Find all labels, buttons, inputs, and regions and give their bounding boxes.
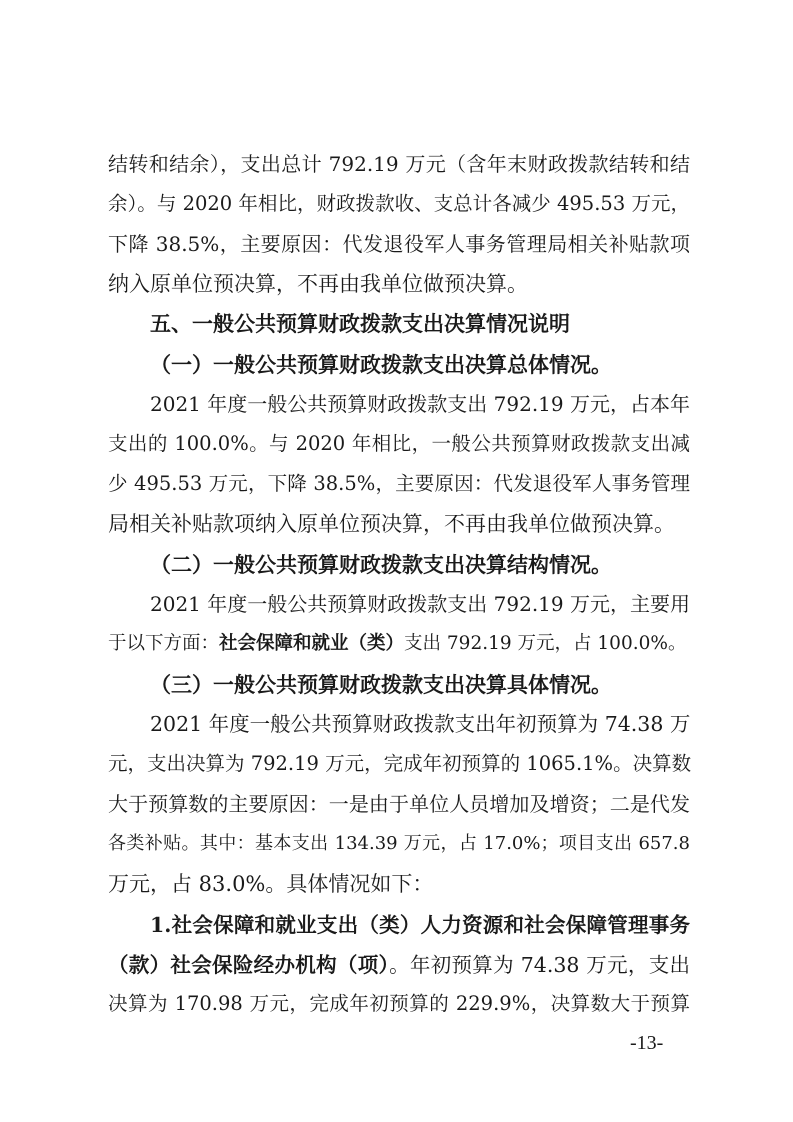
paragraph-line: 少 495.53 万元，下降 38.5%，主要原因：代发退役军人事务管理 xyxy=(108,472,690,495)
paragraph-line: 2021 年度一般公共预算财政拨款支出 792.19 万元，主要用 xyxy=(150,592,690,616)
text-segment: 。年初预算为 74.38 万元，支出 xyxy=(389,953,690,977)
paragraph-line: 决算为 170.98 万元，完成年初预算的 229.9%，决算数大于预算 xyxy=(108,992,690,1015)
subsection-heading: （一）一般公共预算财政拨款支出决算总体情况。 xyxy=(150,352,612,377)
section-heading: 五、一般公共预算财政拨款支出决算情况说明 xyxy=(150,312,570,336)
text-segment: 于以下方面： xyxy=(108,633,220,654)
bold-item-title: （款）社会保险经办机构（项） xyxy=(108,953,390,977)
paragraph-line: 各类补贴。其中：基本支出 134.39 万元，占 17.0%；项目支出 657.8 xyxy=(108,833,690,854)
paragraph-line: 余）。与 2020 年相比，财政拨款收、支总计各减少 495.53 万元， xyxy=(108,192,690,215)
subsection-heading: （二）一般公共预算财政拨款支出决算结构情况。 xyxy=(150,552,612,577)
text-segment: 支出 792.19 万元，占 100.0%。 xyxy=(404,633,687,654)
paragraph-line: 2021 年度一般公共预算财政拨款支出年初预算为 74.38 万 xyxy=(150,712,691,736)
paragraph-line: 局相关补贴款项纳入原单位预决算，不再由我单位做预决算。 xyxy=(108,512,675,536)
paragraph-line: 万元，占 83.0%。具体情况如下： xyxy=(108,872,434,896)
paragraph-line: 元，支出决算为 792.19 万元，完成年初预算的 1065.1%。决算数 xyxy=(108,752,692,775)
subsection-heading: （三）一般公共预算财政拨款支出决算具体情况。 xyxy=(150,672,612,697)
paragraph-line: 纳入原单位预决算，不再由我单位做预决算。 xyxy=(108,272,528,296)
paragraph-line: 2021 年度一般公共预算财政拨款支出 792.19 万元，占本年 xyxy=(150,392,690,416)
paragraph-line: 支出的 100.0%。与 2020 年相比，一般公共预算财政拨款支出减 xyxy=(108,432,690,455)
page-number: -13- xyxy=(630,1032,664,1054)
paragraph-line: 大于预算数的主要原因：一是由于单位人员增加及增资；二是代发 xyxy=(108,792,690,816)
item-heading: 1.社会保障和就业支出（类）人力资源和社会保障管理事务 xyxy=(150,913,690,937)
paragraph-line: 下降 38.5%，主要原因：代发退役军人事务管理局相关补贴款项 xyxy=(108,232,690,256)
paragraph-line xyxy=(108,950,690,980)
paragraph-line: 结转和结余），支出总计 792.19 万元（含年末财政拨款结转和结 xyxy=(108,152,690,176)
bold-category: 社会保障和就业（类） xyxy=(219,633,405,654)
paragraph-line xyxy=(108,629,690,659)
